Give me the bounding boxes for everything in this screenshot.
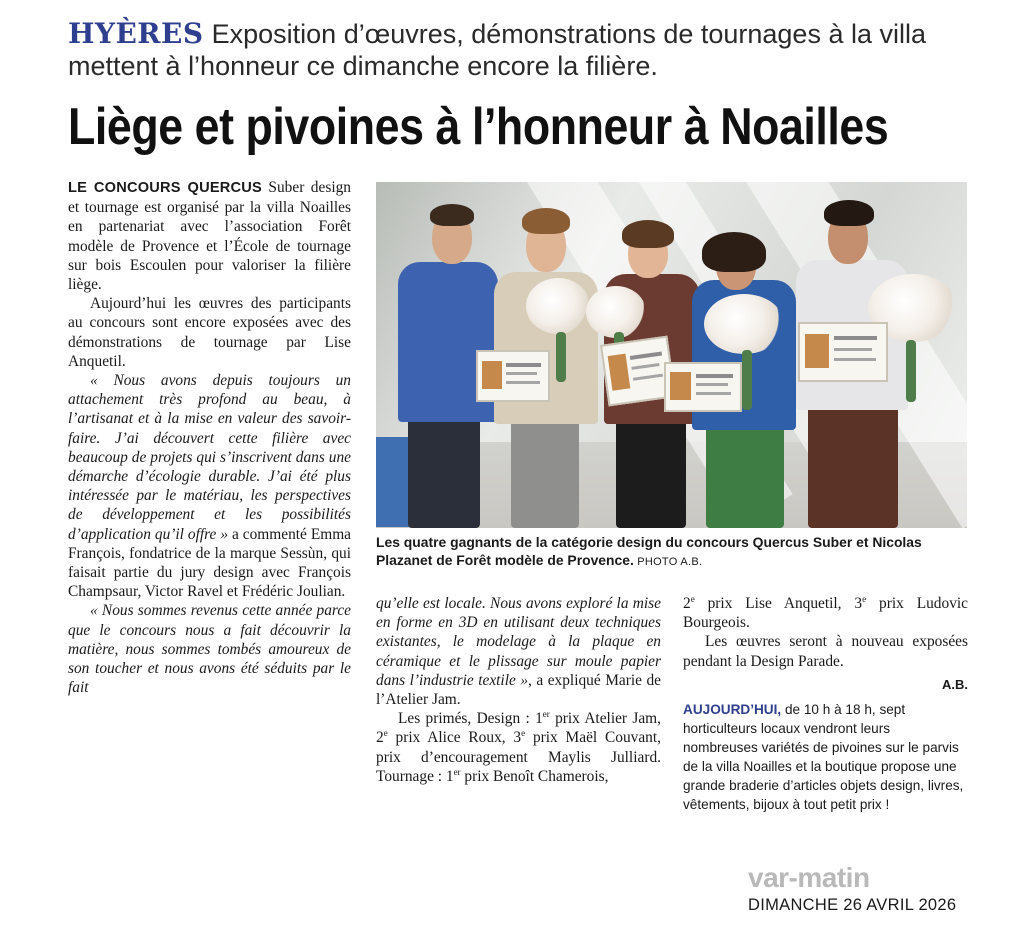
article-column-2	[376, 594, 661, 786]
today-sidebar	[683, 700, 968, 814]
kicker	[68, 18, 988, 82]
newspaper-logo: var-matin	[748, 862, 870, 893]
paragraph-design-parade: Les œuvres seront à nouveau exposées pendant la Design Parade.	[683, 633, 968, 670]
winners-photo	[376, 182, 967, 528]
paragraph-4	[68, 601, 351, 697]
paragraph-quote-cont	[376, 594, 661, 709]
paragraph-2: Aujourd’hui les œuvres des participants au concours sont encore exposées avec des démonstrations de tournage par Lise Anquetil.	[68, 295, 351, 370]
paragraph-lead	[68, 178, 351, 294]
paragraph-3	[68, 371, 351, 601]
sidebar-label: AUJOURD’HUI,	[683, 702, 782, 718]
quote-atelier-start: « Nous sommes revenus cette année parce que le concours nous a fait découvrir la matière, nous sommes tombés amoureux de son toucher et nous avons été séduits par le fait	[68, 602, 351, 697]
paragraph-winners-cont: 2e prix Lise Anquetil, 3e prix Ludovic Bourgeois.	[683, 593, 968, 632]
sidebar-text: de 10 h à 18 h, sept horticulteurs locaux vendront leurs nombreuses variétés de pivoines sur le parvis de la villa Noailles et la boutique propose une grande braderie d’articles objets design, livres, vêtements, bijoux à tout petit prix !	[683, 702, 964, 813]
article-column-3	[683, 594, 968, 814]
author-signature: A.B.	[942, 676, 968, 692]
article-column-1	[68, 178, 351, 697]
photo-credit: PHOTO A.B.	[633, 556, 703, 568]
headline: Liège et pivoines à l’honneur à Noailles	[68, 98, 889, 156]
quote-atelier-end: qu’elle est locale. Nous avons exploré la mise en forme en 3D en utilisant deux techniques existantes, le modelage à la plaque en céramique et le plissage sur moule papier dans l’industrie textile »	[376, 595, 661, 689]
kicker-city: HYÈRES	[68, 17, 204, 50]
issue-date: DIMANCHE 26 AVRIL 2026	[748, 896, 957, 914]
lead-caps: LE CONCOURS QUERCUS	[68, 180, 262, 196]
paragraph-winners: Les primés, Design : 1er prix Atelier Jam, 2e prix Alice Roux, 3e prix Maël Couvant, prix d’encouragement Maylis Julliard. Tournage : 1er prix Benoît Chamerois,	[376, 709, 661, 785]
quote-emma: « Nous avons depuis toujours un attachement très profond au beau, à l’artisanat et à la mise en valeur des savoir-faire. J’ai découvert cette filière avec beaucoup de projets qui s’inscrivent dans une démarche d’écologie durable. J’ai été plus intéressée par le matériau, les perspectives de développement et les possibilités d’application qu’il offre »	[68, 372, 351, 543]
quote-atelier-attribution: , a expliqué Marie de l’Atelier Jam.	[376, 671, 661, 709]
photo-caption	[376, 533, 976, 571]
quote-attribution: a commenté Emma François, fondatrice de la marque Sessùn, qui faisait partie du jury design avec François Champsaur, Victor Ravel et Frédéric Joulian.	[68, 525, 352, 601]
kicker-text: Exposition d’œuvres, démonstrations de tournages à la villa mettent à l’honneur ce dimanche encore la filière.	[68, 19, 926, 81]
lead-text: Suber design et tournage est organisé par la villa Noailles en partenariat avec l’association Forêt modèle de Provence et l’École de tournage sur bois Escoulen pour valoriser la filière liège.	[68, 179, 351, 294]
caption-text: Les quatre gagnants de la catégorie design du concours Quercus Suber et Nicolas Plazanet de Forêt modèle de Provence.	[376, 534, 922, 568]
